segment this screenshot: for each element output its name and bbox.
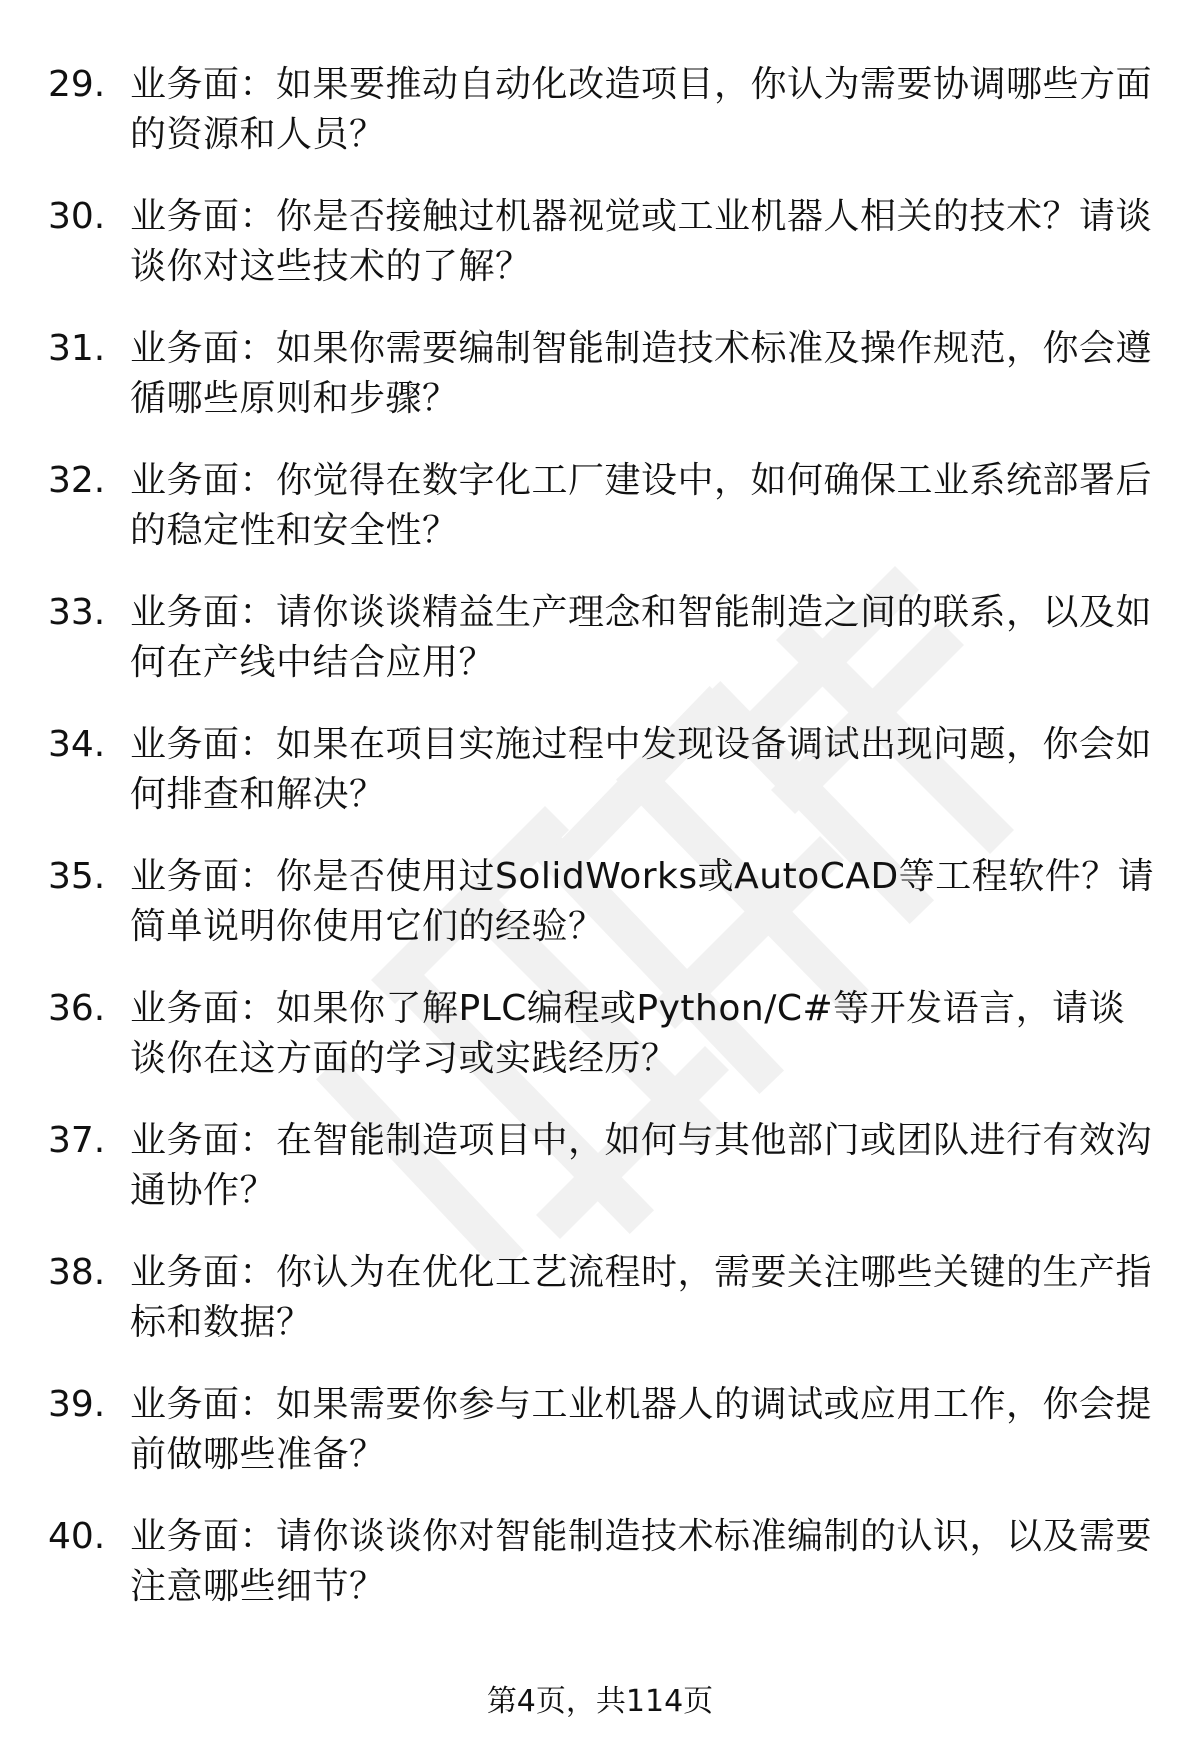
question-text: 业务面：你是否接触过机器视觉或工业机器人相关的技术？请谈谈你对这些技术的了解？ [130, 196, 1153, 287]
question-text: 业务面：你觉得在数字化工厂建设中，如何确保工业系统部署后的稳定性和安全性？ [130, 460, 1153, 551]
question-text: 业务面：如果在项目实施过程中发现设备调试出现问题，你会如何排查和解决？ [130, 724, 1153, 815]
question-item [48, 324, 1158, 456]
question-number: 31. [48, 328, 106, 369]
question-item [48, 852, 1158, 984]
question-text: 业务面：如果你了解PLC编程或Python/C#等开发语言，请谈谈你在这方面的学习或实践经历？ [130, 988, 1126, 1079]
question-text: 业务面：如果需要你参与工业机器人的调试或应用工作，你会提前做哪些准备？ [130, 1384, 1153, 1475]
question-item [48, 720, 1158, 852]
question-number: 29. [48, 64, 106, 105]
question-item [48, 1380, 1158, 1512]
question-item [48, 588, 1158, 720]
question-text: 业务面：你认为在优化工艺流程时，需要关注哪些关键的生产指标和数据？ [130, 1252, 1153, 1343]
question-item [48, 60, 1158, 192]
question-item [48, 1248, 1158, 1380]
question-item [48, 1116, 1158, 1248]
page-number-footer: 第4页，共114页 [486, 1684, 714, 1719]
question-text: 业务面：如果你需要编制智能制造技术标准及操作规范，你会遵循哪些原则和步骤？ [130, 328, 1153, 419]
question-number: 34. [48, 724, 106, 765]
question-text: 业务面：请你谈谈精益生产理念和智能制造之间的联系，以及如何在产线中结合应用？ [130, 592, 1153, 683]
question-number: 32. [48, 460, 106, 501]
question-number: 35. [48, 856, 106, 897]
question-number: 33. [48, 592, 106, 633]
question-number: 36. [48, 988, 106, 1029]
question-item [48, 984, 1158, 1116]
question-number: 37. [48, 1120, 106, 1161]
question-item [48, 456, 1158, 588]
question-text: 业务面：如果要推动自动化改造项目，你认为需要协调哪些方面的资源和人员？ [130, 64, 1153, 155]
question-text: 业务面：请你谈谈你对智能制造技术标准编制的认识，以及需要注意哪些细节？ [130, 1516, 1153, 1607]
question-list [48, 60, 1158, 1644]
question-item [48, 1512, 1158, 1644]
question-text: 业务面：在智能制造项目中，如何与其他部门或团队进行有效沟通协作？ [130, 1120, 1153, 1211]
question-text: 业务面：你是否使用过SolidWorks或AutoCAD等工程软件？请简单说明你使用它们的经验？ [130, 856, 1155, 947]
question-number: 30. [48, 196, 106, 237]
question-number: 38. [48, 1252, 106, 1293]
question-number: 39. [48, 1384, 106, 1425]
question-number: 40. [48, 1516, 106, 1557]
question-item [48, 192, 1158, 324]
